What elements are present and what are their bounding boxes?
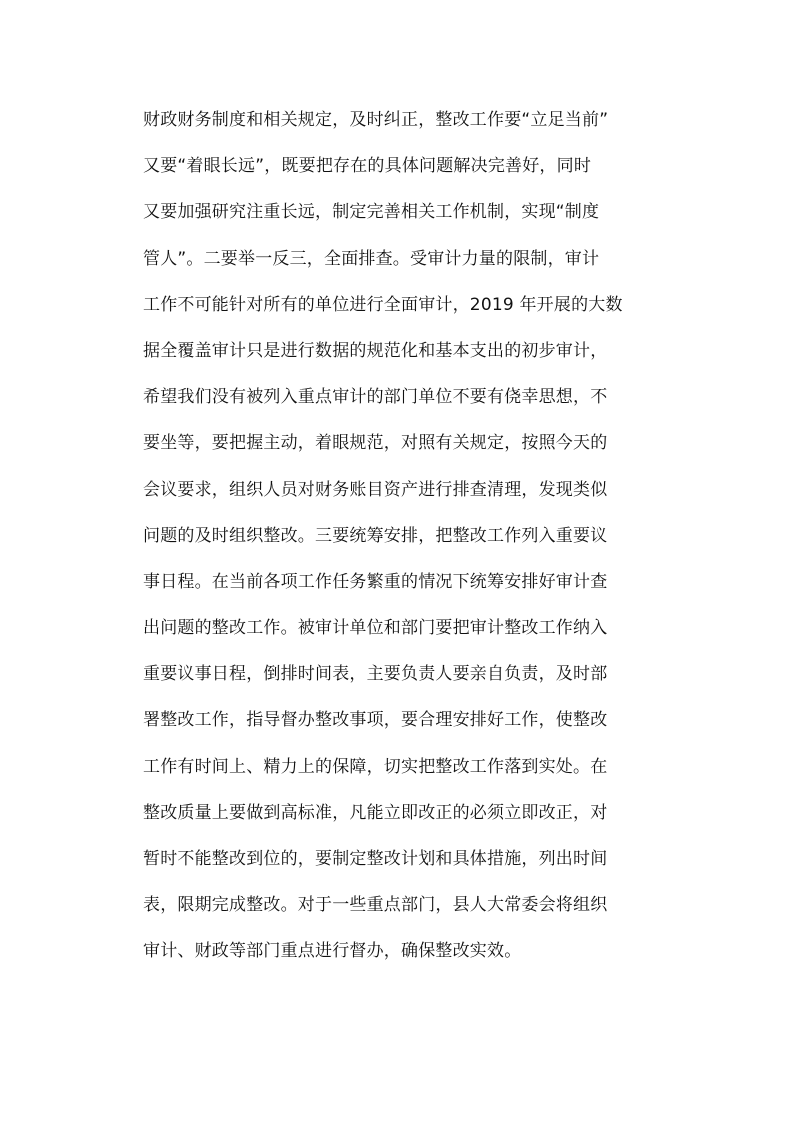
text-line: 管人”。二要举一反三，全面排查。受审计力量的限制，审计	[143, 248, 600, 269]
text-line: 工作不可能针对所有的单位进行全面审计，2019 年开展的大数	[143, 294, 623, 315]
text-line: 会议要求，组织人员对财务账目资产进行排查清理，发现类似	[143, 479, 608, 500]
text-line: 财政财务制度和相关规定，及时纠正，整改工作要“立足当前”	[143, 110, 609, 130]
text-line: 希望我们没有被列入重点审计的部门单位不要有侥幸思想，不	[143, 387, 608, 408]
text-line: 问题的及时组织整改。三要统筹安排，把整改工作列入重要议	[143, 525, 608, 546]
text-line: 事日程。在当前各项工作任务繁重的情况下统筹安排好审计查	[143, 571, 608, 592]
body-paragraph	[143, 104, 683, 982]
text-line: 又要“着眼长远”，既要把存在的具体问题解决完善好，同时	[143, 156, 592, 177]
text-line: 要坐等，要把握主动，着眼规范，对照有关规定，按照今天的	[143, 433, 608, 454]
text-line: 暂时不能整改到位的，要制定整改计划和具体措施，列出时间	[143, 849, 608, 869]
text-line: 表，限期完成整改。对于一些重点部门，县人大常委会将组织	[143, 895, 608, 916]
text-line: 据全覆盖审计只是进行数据的规范化和基本支出的初步审计，	[143, 340, 608, 361]
text-line: 出问题的整改工作。被审计单位和部门要把审计整改工作纳入	[143, 618, 608, 639]
text-line: 署整改工作，指导督办整改事项，要合理安排好工作，使整改	[143, 710, 608, 731]
text-line: 重要议事日程，倒排时间表，主要负责人要亲自负责，及时部	[143, 664, 608, 685]
text-line: 整改质量上要做到高标准，凡能立即改正的必须立即改正，对	[143, 802, 608, 823]
text-line: 工作有时间上、精力上的保障，切实把整改工作落到实处。在	[143, 756, 608, 777]
text-line: 审计、财政等部门重点进行督办，确保整改实效。	[143, 941, 522, 962]
text-line: 又要加强研究注重长远，制定完善相关工作机制，实现“制度	[143, 202, 600, 223]
